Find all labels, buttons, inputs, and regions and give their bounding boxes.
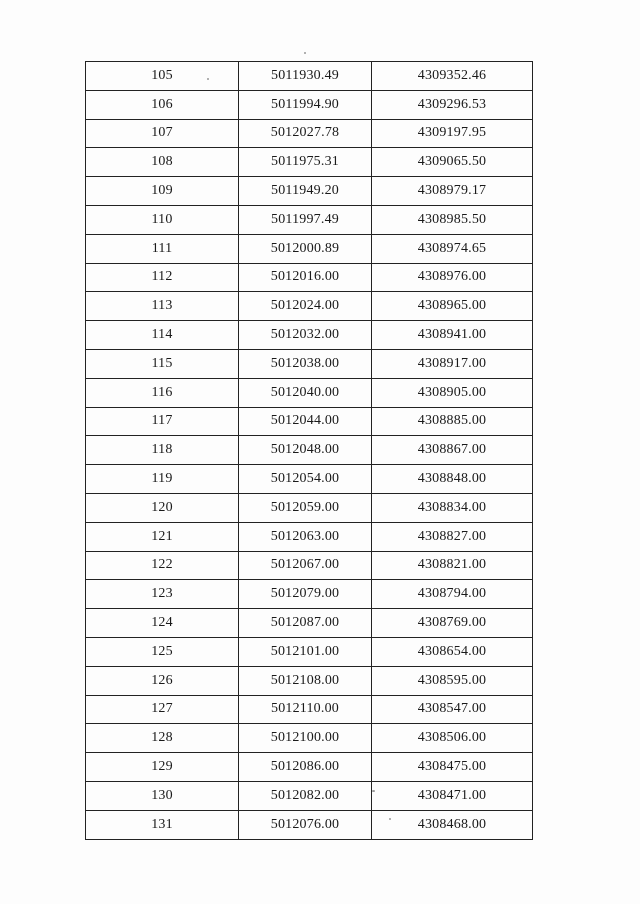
table-row — [86, 465, 533, 494]
y-coordinate-cell: 4308834.00 — [372, 493, 533, 522]
table-row — [86, 148, 533, 177]
point-number-cell: 107 — [86, 119, 239, 148]
y-coordinate-cell: 4308974.65 — [372, 234, 533, 263]
point-number-cell: 124 — [86, 609, 239, 638]
x-coordinate-cell: 5012076.00 — [239, 810, 372, 839]
table-row — [86, 205, 533, 234]
y-coordinate-cell: 4309296.53 — [372, 90, 533, 119]
y-coordinate-cell: 4308905.00 — [372, 378, 533, 407]
table-row — [86, 609, 533, 638]
point-number-cell: 109 — [86, 177, 239, 206]
table-row — [86, 580, 533, 609]
table-row — [86, 810, 533, 839]
point-number-cell: 122 — [86, 551, 239, 580]
table-row — [86, 321, 533, 350]
point-number-cell: 112 — [86, 263, 239, 292]
table-row — [86, 177, 533, 206]
y-coordinate-cell: 4308885.00 — [372, 407, 533, 436]
table-row — [86, 62, 533, 91]
point-number-cell: 115 — [86, 349, 239, 378]
x-coordinate-cell: 5012101.00 — [239, 637, 372, 666]
y-coordinate-cell: 4308965.00 — [372, 292, 533, 321]
x-coordinate-cell: 5012040.00 — [239, 378, 372, 407]
y-coordinate-cell: 4308794.00 — [372, 580, 533, 609]
y-coordinate-cell: 4309065.50 — [372, 148, 533, 177]
table-row — [86, 666, 533, 695]
x-coordinate-cell: 5012108.00 — [239, 666, 372, 695]
point-number-cell: 114 — [86, 321, 239, 350]
y-coordinate-cell: 4308917.00 — [372, 349, 533, 378]
table-row — [86, 234, 533, 263]
y-coordinate-cell: 4309352.46 — [372, 62, 533, 91]
coordinate-table — [85, 61, 533, 840]
point-number-cell: 110 — [86, 205, 239, 234]
table-row — [86, 637, 533, 666]
point-number-cell: 121 — [86, 522, 239, 551]
point-number-cell: 129 — [86, 753, 239, 782]
x-coordinate-cell: 5012000.89 — [239, 234, 372, 263]
table-row — [86, 781, 533, 810]
y-coordinate-cell: 4308595.00 — [372, 666, 533, 695]
point-number-cell: 105 — [86, 62, 239, 91]
x-coordinate-cell: 5011997.49 — [239, 205, 372, 234]
point-number-cell: 108 — [86, 148, 239, 177]
y-coordinate-cell: 4308769.00 — [372, 609, 533, 638]
y-coordinate-cell: 4308941.00 — [372, 321, 533, 350]
scan-speck — [304, 52, 306, 54]
table-row — [86, 724, 533, 753]
y-coordinate-cell: 4308848.00 — [372, 465, 533, 494]
y-coordinate-cell: 4308475.00 — [372, 753, 533, 782]
x-coordinate-cell: 5012059.00 — [239, 493, 372, 522]
x-coordinate-cell: 5012079.00 — [239, 580, 372, 609]
point-number-cell: 113 — [86, 292, 239, 321]
y-coordinate-cell: 4309197.95 — [372, 119, 533, 148]
x-coordinate-cell: 5011975.31 — [239, 148, 372, 177]
y-coordinate-cell: 4308979.17 — [372, 177, 533, 206]
y-coordinate-cell: 4308471.00 — [372, 781, 533, 810]
x-coordinate-cell: 5012110.00 — [239, 695, 372, 724]
scan-speck — [372, 790, 375, 792]
x-coordinate-cell: 5012016.00 — [239, 263, 372, 292]
x-coordinate-cell: 5011930.49 — [239, 62, 372, 91]
x-coordinate-cell: 5012063.00 — [239, 522, 372, 551]
table-row — [86, 119, 533, 148]
point-number-cell: 128 — [86, 724, 239, 753]
x-coordinate-cell: 5012086.00 — [239, 753, 372, 782]
x-coordinate-cell: 5012027.78 — [239, 119, 372, 148]
point-number-cell: 117 — [86, 407, 239, 436]
point-number-cell: 111 — [86, 234, 239, 263]
table-row — [86, 551, 533, 580]
y-coordinate-cell: 4308976.00 — [372, 263, 533, 292]
table-row — [86, 522, 533, 551]
point-number-cell: 125 — [86, 637, 239, 666]
x-coordinate-cell: 5012087.00 — [239, 609, 372, 638]
point-number-cell: 118 — [86, 436, 239, 465]
x-coordinate-cell: 5012100.00 — [239, 724, 372, 753]
x-coordinate-cell: 5012044.00 — [239, 407, 372, 436]
x-coordinate-cell: 5012048.00 — [239, 436, 372, 465]
table-row — [86, 695, 533, 724]
y-coordinate-cell: 4308821.00 — [372, 551, 533, 580]
table-row — [86, 436, 533, 465]
point-number-cell: 120 — [86, 493, 239, 522]
point-number-cell: 127 — [86, 695, 239, 724]
point-number-cell: 130 — [86, 781, 239, 810]
table-row — [86, 493, 533, 522]
y-coordinate-cell: 4308827.00 — [372, 522, 533, 551]
y-coordinate-cell: 4308506.00 — [372, 724, 533, 753]
y-coordinate-cell: 4308468.00 — [372, 810, 533, 839]
point-number-cell: 126 — [86, 666, 239, 695]
y-coordinate-cell: 4308985.50 — [372, 205, 533, 234]
point-number-cell: 116 — [86, 378, 239, 407]
table-row — [86, 378, 533, 407]
x-coordinate-cell: 5011994.90 — [239, 90, 372, 119]
table-row — [86, 407, 533, 436]
y-coordinate-cell: 4308547.00 — [372, 695, 533, 724]
table-row — [86, 349, 533, 378]
x-coordinate-cell: 5011949.20 — [239, 177, 372, 206]
point-number-cell: 119 — [86, 465, 239, 494]
point-number-cell: 106 — [86, 90, 239, 119]
point-number-cell: 123 — [86, 580, 239, 609]
scan-speck — [207, 78, 209, 80]
y-coordinate-cell: 4308867.00 — [372, 436, 533, 465]
coordinate-table-body — [86, 62, 533, 840]
x-coordinate-cell: 5012032.00 — [239, 321, 372, 350]
scan-speck — [389, 818, 391, 820]
x-coordinate-cell: 5012067.00 — [239, 551, 372, 580]
table-row — [86, 753, 533, 782]
x-coordinate-cell: 5012054.00 — [239, 465, 372, 494]
table-row — [86, 292, 533, 321]
y-coordinate-cell: 4308654.00 — [372, 637, 533, 666]
point-number-cell: 131 — [86, 810, 239, 839]
table-row — [86, 90, 533, 119]
x-coordinate-cell: 5012038.00 — [239, 349, 372, 378]
x-coordinate-cell: 5012024.00 — [239, 292, 372, 321]
table-row — [86, 263, 533, 292]
x-coordinate-cell: 5012082.00 — [239, 781, 372, 810]
